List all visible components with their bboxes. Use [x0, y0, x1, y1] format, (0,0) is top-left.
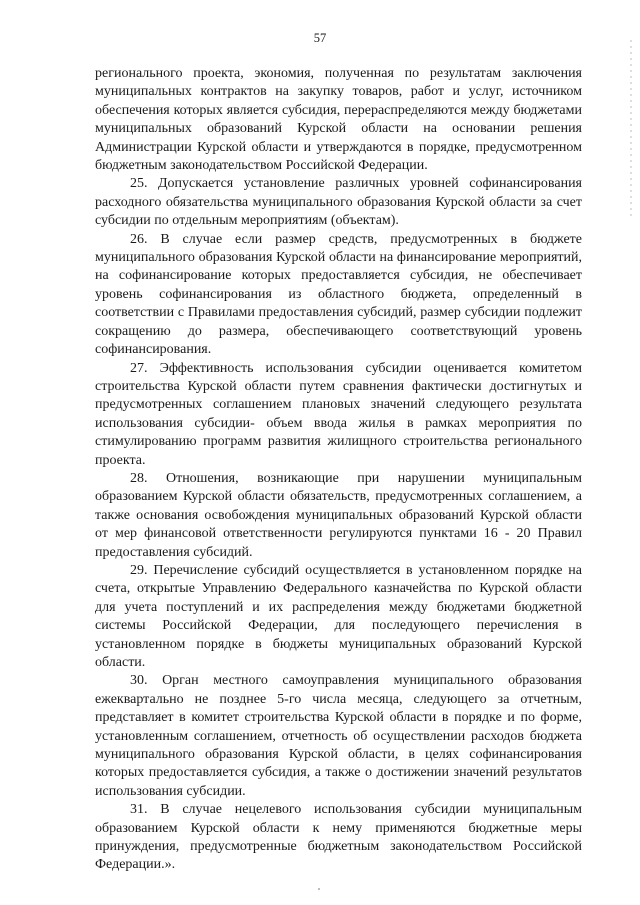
paragraph-28: 28. Отношения, возникающие при нарушении муниципальным образованием Курской области обязательств, предусмотренных соглашением, а также основания освобождения муниципальных образований Курской области от мер финансовой ответственности регулируются пунктами 16 - 20 Правил предоставления субсидий. — [95, 470, 582, 560]
scan-artifact-dot — [318, 888, 320, 890]
paragraph-continuation: регионального проекта, экономия, полученная по результатам заключения муниципальных контрактов на закупку товаров, работ и услуг, источником обеспечения которых является субсидия, перераспределяются между бюджетами муниципальных образований Курской области на основании решения Администрации Курской области и утверждаются в порядке, предусмотренном бюджетным законодательством Российской Федерации. — [95, 66, 582, 174]
paragraph-26: 26. В случае если размер средств, предусмотренных в бюджете муниципального образования Курской области на финансирование мероприятий, на софинансирование которых предоставляется субсидия, не обеспечивает уровень софинансирования из областного бюджета, определенный в соответствии с Правилами предоставления субсидий, размер субсидии подлежит сокращению до размера, обеспечивающего соответствующий уровень софинансирования. — [95, 231, 582, 358]
paragraph-25: 25. Допускается установление различных уровней софинансирования расходного обязательства муниципального образования Курской области за счет субсидии по отдельным мероприятиям (объектам). — [95, 176, 582, 229]
scan-edge-mark — [630, 40, 632, 220]
paragraph-27: 27. Эффективность использования субсидии оценивается комитетом строительства Курской области путем сравнения фактически достигнутых и предусмотренных соглашением плановых значений следующего результата использования субсидии- объем ввода жилья в рамках мероприятия по стимулированию программ развития жилищного строительства регионального проекта. — [95, 360, 582, 468]
page-number: 57 — [313, 31, 327, 45]
paragraph-29: 29. Перечисление субсидий осуществляется в установленном порядке на счета, открытые Управлению Федерального казначейства по Курской области для учета поступлений и их распределения между бюджетами бюджетной системы Российской Федерации, для последующего перечисления в установленном порядке в бюджеты муниципальных образований Курской области. — [95, 562, 582, 670]
paragraph-31: 31. В случае нецелевого использования субсидии муниципальным образованием Курской области к нему применяются бюджетные меры принуждения, предусмотренные бюджетным законодательством Российской Федерации.». — [95, 802, 582, 873]
paragraph-30: 30. Орган местного самоуправления муниципального образования ежеквартально не позднее 5-го числа месяца, следующего за отчетным, представляет в комитет строительства Курской области в порядке и по форме, установленным соглашением, отчетность об осуществлении расходов бюджета муниципального образования Курской области, в целях софинансирования которых предоставляется субсидия, а также о достижении значений результатов использования субсидии. — [95, 673, 582, 799]
document-body — [95, 65, 582, 875]
